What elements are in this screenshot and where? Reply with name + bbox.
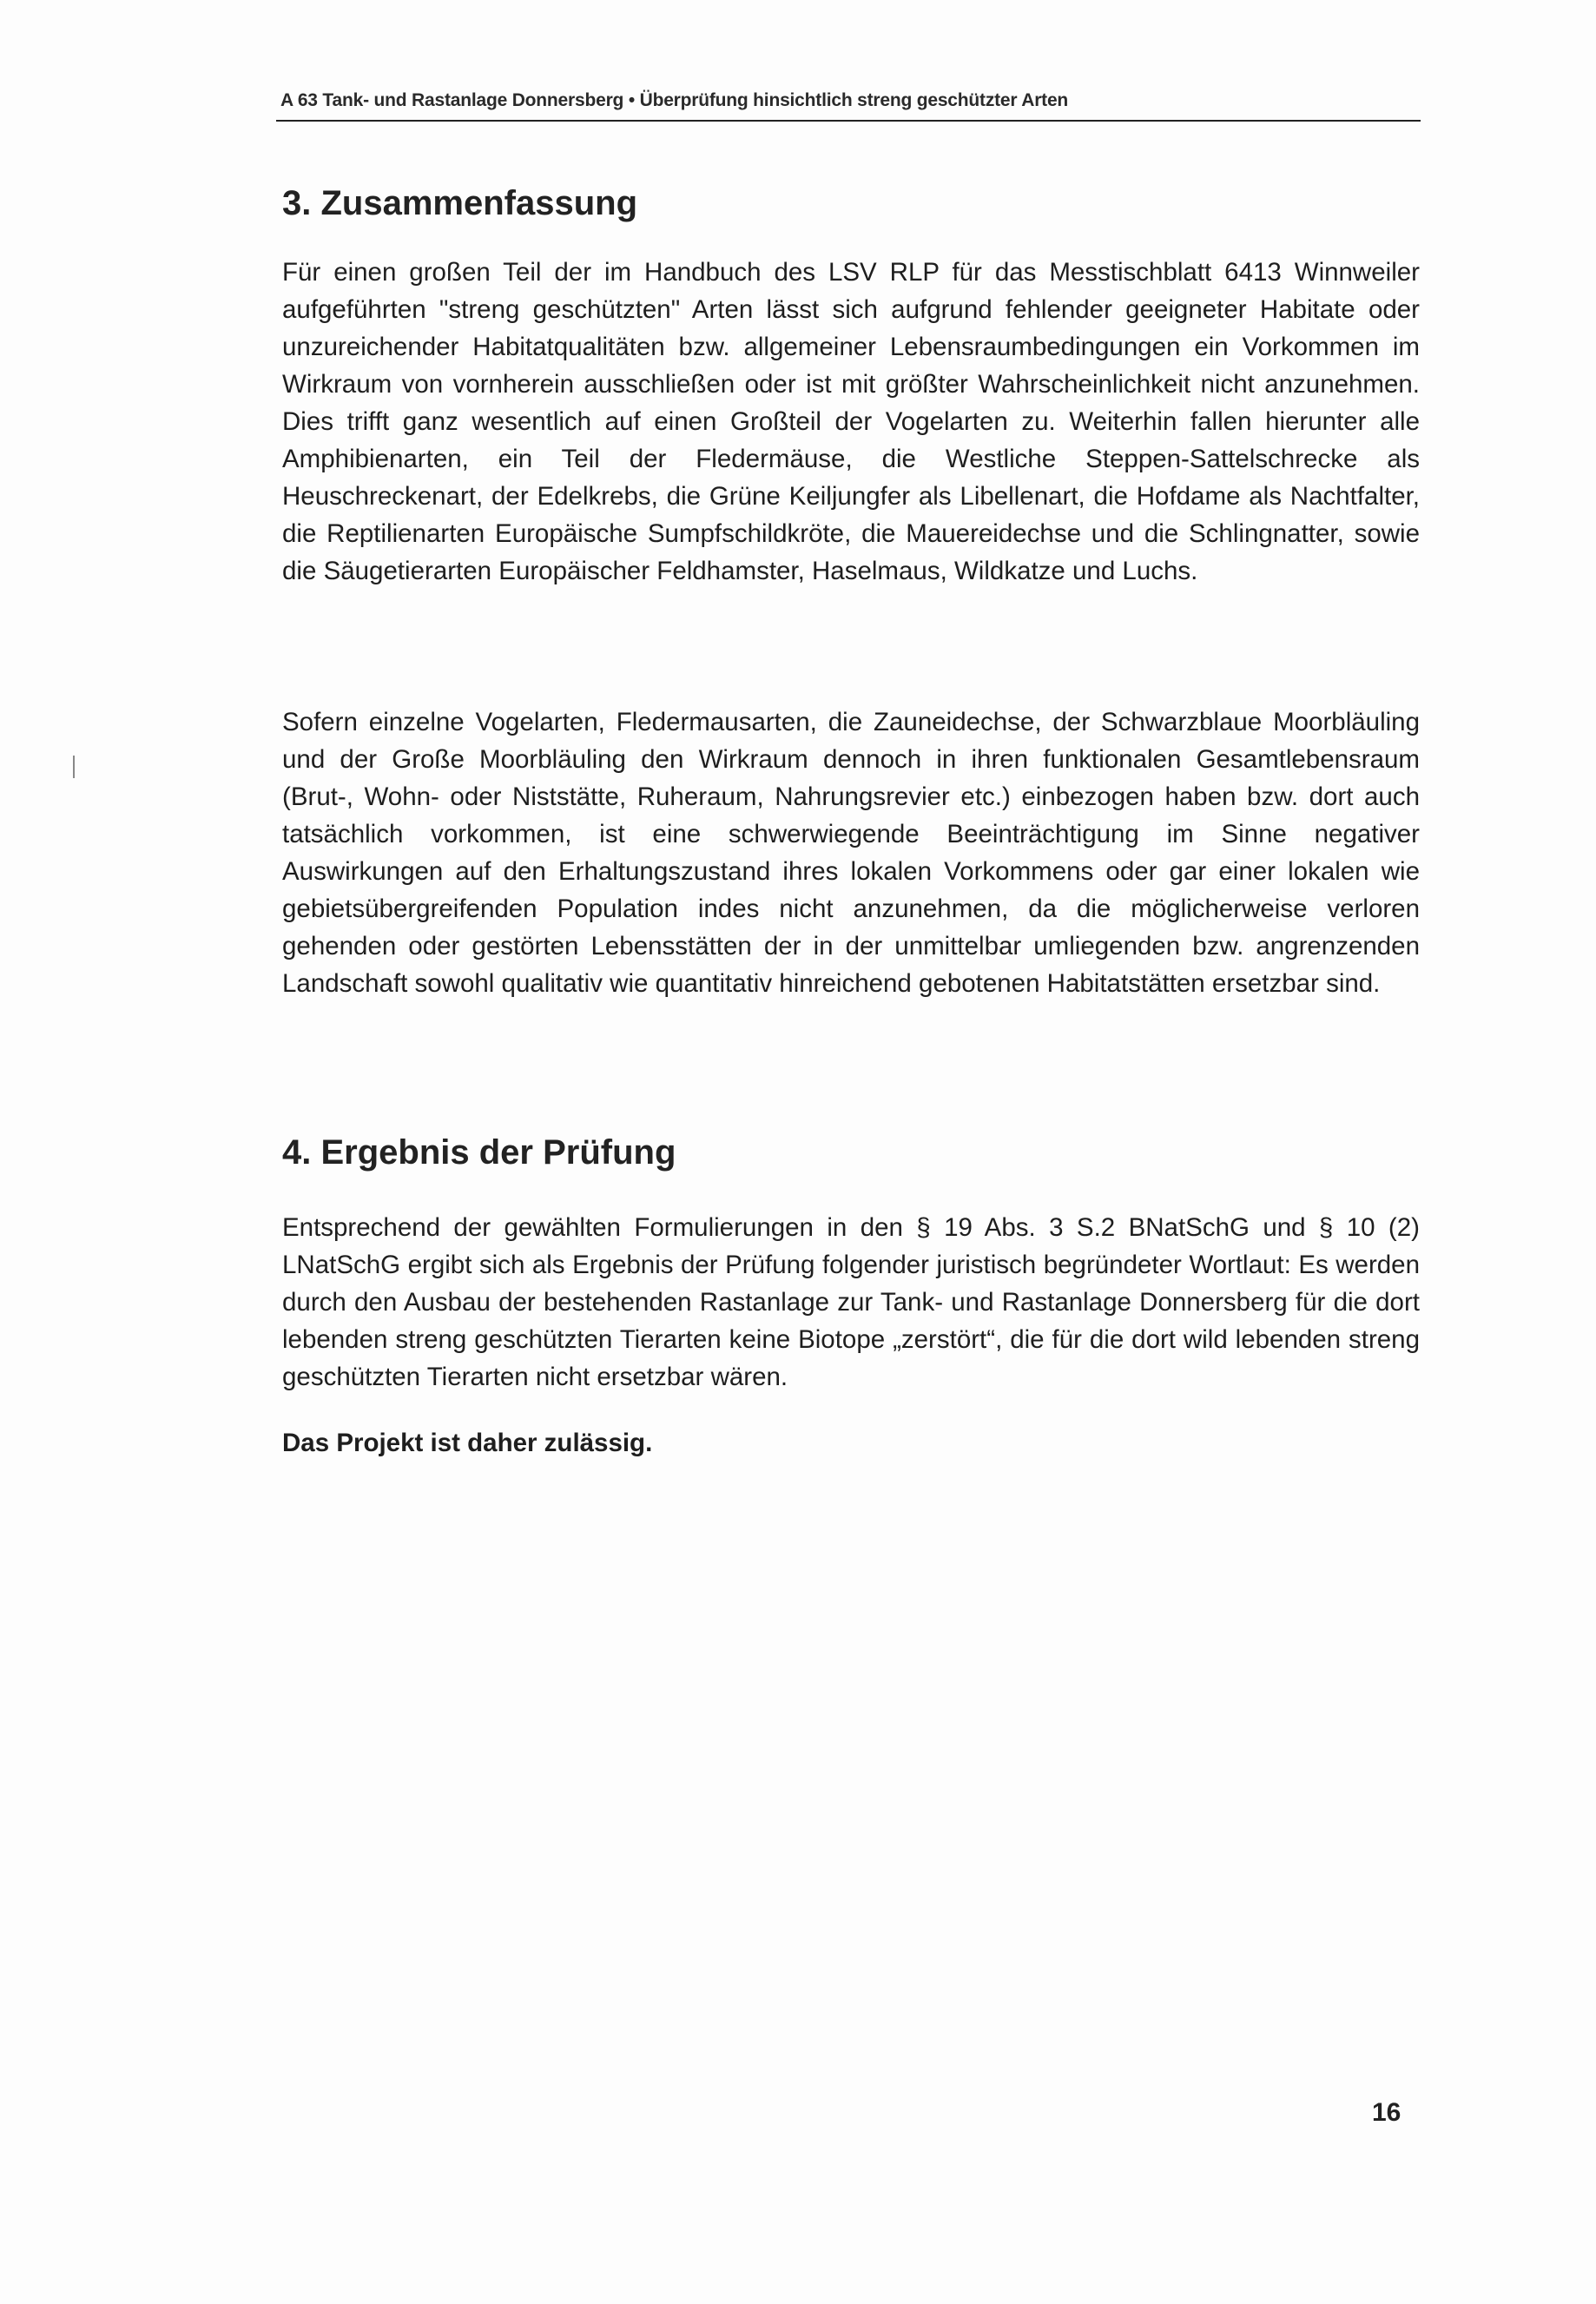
running-header: A 63 Tank- und Rastanlage Donnersberg • Überprüfung hinsichtlich streng geschützter Arten: [280, 90, 1069, 110]
paragraph: Entsprechend der gewählten Formulierungen in den § 19 Abs. 3 S.2 BNatSchG und § 10 (2) LNatSchG ergibt sich als Ergebnis der Prüfung folgender juristisch begründeter Wortlaut: Es werden durch den Ausbau der bestehenden Rastanlage zur Tank- und Rastanlage Donnersberg für die dort lebenden streng geschützten Tierarten keine Biotope „zerstört“, die für die dort wild lebenden streng geschützten Tierarten nicht ersetzbar wären.: [282, 1213, 1420, 1391]
conclusion-statement: Das Projekt ist daher zulässig.: [282, 1429, 653, 1457]
section-heading-zusammenfassung: 3. Zusammenfassung: [282, 184, 638, 222]
header-rule: [276, 120, 1421, 122]
page-number: 16: [1372, 2098, 1401, 2127]
scan-artifact-mark: [73, 756, 75, 778]
section-heading-ergebnis: 4. Ergebnis der Prüfung: [282, 1133, 676, 1172]
paragraph: Sofern einzelne Vogelarten, Fledermausarten, die Zauneidechse, der Schwarzblaue Moorbläuling und der Große Moorbläuling den Wirkraum dennoch in ihren funktionalen Gesamtlebensraum (Brut-, Wohn- oder Niststätte, Ruheraum, Nahrungsrevier etc.) einbezogen haben bzw. dort auch tatsächlich vorkommen, ist eine schwerwiegende Beeinträchtigung im Sinne negativer Auswirkungen auf den Erhaltungszustand ihres lokalen Vorkommens oder gar einer lokalen wie gebietsübergreifenden Population indes nicht anzunehmen, da die möglicherweise verloren gehenden oder gestörten Lebensstätten der in der unmittelbar umliegenden bzw. angrenzenden Landschaft sowohl qualitativ wie quantitativ hinreichend gebotenen Habitatstätten ersetzbar sind.: [282, 708, 1420, 998]
paragraph: Für einen großen Teil der im Handbuch des LSV RLP für das Messtischblatt 6413 Winnweiler aufgeführten "streng geschützten" Arten lässt sich aufgrund fehlender geeigneter Habitate oder unzureichender Habitatqualitäten bzw. allgemeiner Lebensraumbedingungen ein Vorkommen im Wirkraum von vornherein ausschließen oder ist mit größter Wahrscheinlichkeit nicht anzunehmen. Dies trifft ganz wesentlich auf einen Großteil der Vogelarten zu. Weiterhin fallen hierunter alle Amphibienarten, ein Teil der Fledermäuse, die Westliche Steppen-Sattelschrecke als Heuschreckenart, der Edelkrebs, die Grüne Keiljungfer als Libellenart, die Hofdame als Nachtfalter, die Reptilienarten Europäische Sumpfschildkröte, die Mauereidechse und die Schlingnatter, sowie die Säugetierarten Europäischer Feldhamster, Haselmaus, Wildkatze und Luchs.: [282, 258, 1420, 585]
